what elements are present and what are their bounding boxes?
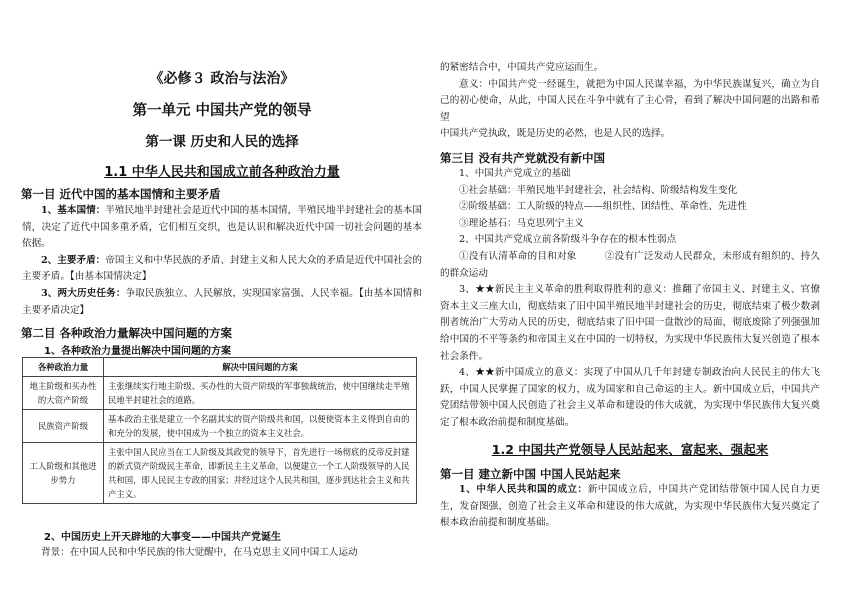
new-china-meaning-lead: 4、★★ bbox=[459, 367, 495, 379]
continued-line: 的紧密结合中，中国共产党应运而生。 bbox=[440, 62, 604, 73]
topic4-body bbox=[440, 482, 820, 532]
background-paragraph bbox=[22, 545, 422, 562]
table-row bbox=[23, 377, 417, 410]
new-china-meaning-text: 新中国成立的意义：实现了中国从几千年封建专制政治向人民民主的伟大飞跃，中国人民掌握了国家的权力，成为国家和自己命运的主人。新中国成立后，中国共产党团结带领中国人民创造了社会主义革命和建设的伟大成就，为实现中华民族伟大复兴奠定了根本政治前提和制度基础。 bbox=[440, 367, 821, 428]
political-forces-table bbox=[22, 357, 417, 504]
revolution-meaning-lead: 3、★★ bbox=[459, 284, 495, 296]
lesson-title: 第一课 历史和人民的选择 bbox=[145, 134, 299, 150]
topic2-sub2: 2、中国历史上开天辟地的大事变——中国共产党诞生 bbox=[44, 532, 281, 543]
revolution-meaning-paragraph bbox=[440, 282, 820, 365]
book-title: 《必修３ 政治与法治》 bbox=[149, 71, 295, 87]
prc-founding-text: 新中国成立后，中国共产党团结带领中国人民自力更生，发奋图强，创造了社会主义革命和建设的伟大成就，为实现中华民族伟大复兴奠定了根本政治前提和制度基础。 bbox=[440, 484, 820, 529]
political-forces-table-wrap bbox=[22, 357, 417, 504]
table-cell-plan: 基本政治主张是建立一个名副其实的资产阶级共和国，以便使资本主义得到自由的和充分的发展，使中国成为一个独立的资本主义社会。 bbox=[104, 410, 417, 443]
foundation-line: 1、中国共产党成立的基础 bbox=[459, 168, 571, 179]
topic3-body bbox=[440, 166, 820, 432]
table-cell-force: 民族资产阶级 bbox=[23, 410, 104, 443]
topic2-heading: 第二目 各种政治力量解决中国问题的方案 bbox=[21, 326, 233, 340]
topic4-heading: 第一目 建立新中国 中国人民站起来 bbox=[440, 467, 621, 481]
main-contradiction-text: 帝国主义和中华民族的矛盾、封建主义和人民大众的矛盾是近代中国社会的主要矛盾。【由基本国情决定】 bbox=[22, 254, 423, 283]
section-title-1-1: 1.1 中华人民共和国成立前各种政治力量 bbox=[104, 165, 340, 180]
table-cell-force: 地主阶级和买办性的大资产阶级 bbox=[23, 377, 104, 410]
table-header-force: 各种政治力量 bbox=[23, 358, 104, 377]
class-foundation-line: ②阶级基础：工人阶级的特点——组织性、团结性、革命性、先进性 bbox=[459, 201, 747, 213]
weakness-items bbox=[440, 249, 820, 282]
historic-tasks-text: 争取民族独立、人民解放，实现国家富强、人民幸福。【由基本国情和主要矛盾决定】 bbox=[22, 287, 422, 316]
theory-foundation-line: ③理论基石：马克思列宁主义 bbox=[459, 217, 584, 229]
basic-situation-text: 半殖民地半封建社会是近代中国的基本国情，半殖民地半封建社会的基本国情，决定了近代中国多重矛盾，它们相互交织，也是认识和解决近代中国一切社会问题的基本依据。 bbox=[22, 205, 423, 250]
weakness-item-2: ②没有广泛发动人民群众，未形成有组织的、持久的群众运动 bbox=[440, 250, 821, 279]
choice-line: 中国共产党执政，既是历史的必然，也是人民的选择。 bbox=[440, 128, 671, 140]
table-row bbox=[23, 443, 417, 504]
basic-situation-paragraph bbox=[22, 203, 422, 253]
topic1-heading: 第一目 近代中国的基本国情和主要矛盾 bbox=[21, 187, 221, 201]
table-cell-plan: 主张中国人民应当在工人阶级及其政党的领导下，首先进行一场彻底的反帝反封建的新式资产阶级民主革命，即新民主主义革命，以便建立一个工人阶级领导的人民共和国，即人民民主专政的国家；并经过这个人民共和国，逐步到达社会主义和共产主义。 bbox=[104, 443, 417, 504]
background-lead: 背景： bbox=[41, 547, 70, 558]
background-paragraph-wrap bbox=[22, 545, 422, 562]
party-birth-continued bbox=[440, 60, 820, 143]
weakness-item-1: ①没有认清革命的目和对象 bbox=[459, 250, 577, 262]
table-cell-plan: 主张继续实行地主阶级、买办性的大资产阶级的军事独裁统治，使中国继续走半殖民地半封建社会的道路。 bbox=[104, 377, 417, 410]
unit-title: 第一单元 中国共产党的领导 bbox=[132, 103, 312, 119]
weakness-line: 2、中国共产党成立前各阶级斗争存在的根本性弱点 bbox=[459, 234, 677, 246]
historic-tasks-paragraph bbox=[22, 286, 422, 319]
prc-founding-lead: 1、中华人民共和国的成立： bbox=[459, 484, 588, 495]
revolution-meaning-text: 新民主主义革命的胜利取得胜利的意义：推翻了帝国主义、封建主义、官僚资本主义三座大山，彻底结束了旧中国半殖民地半封建社会的历史，彻底结束了极少数剥削者统治广大劳动人民的历史，彻底结束了旧中国一盘散沙的局面，彻底废除了列强强加给中国的不平等条约和帝国主义在中国的一切特权，为实现中华民族伟大复兴创造了根本社会条件。 bbox=[440, 284, 821, 362]
historic-tasks-lead: 3、两大历史任务： bbox=[41, 287, 126, 299]
topic3-heading: 第三目 没有共产党就没有新中国 bbox=[440, 151, 606, 165]
basic-situation-lead: 1、基本国情： bbox=[41, 205, 106, 216]
topic2-sub1: 1、各种政治力量提出解决中国问题的方案 bbox=[44, 346, 231, 357]
meaning-paragraph: 意义：中国共产党一经诞生，就把为中国人民谋幸福，为中华民族谋复兴，确立为自己的初心使命，从此，中国人民在斗争中就有了主心骨，看到了解决中国问题的出路和希望 bbox=[440, 78, 820, 123]
main-contradiction-lead: 2、主要矛盾： bbox=[41, 254, 106, 266]
prc-founding-paragraph bbox=[440, 482, 820, 532]
section-title-1-2: 1.2 中国共产党领导人民站起来、富起来、强起来 bbox=[491, 442, 769, 457]
table-header-plan: 解决中国问题的方案 bbox=[104, 358, 417, 377]
table-row bbox=[23, 410, 417, 443]
main-contradiction-paragraph bbox=[22, 253, 422, 286]
new-china-meaning-paragraph bbox=[440, 365, 820, 431]
table-cell-force: 工人阶级和其他进步势力 bbox=[23, 443, 104, 504]
social-foundation-line: ①社会基础：半殖民地半封建社会，社会结构、阶级结构发生变化 bbox=[459, 184, 738, 196]
topic1-body bbox=[22, 203, 422, 319]
background-text: 在中国人民和中华民族的伟大觉醒中，在马克思主义同中国工人运动 bbox=[69, 547, 358, 558]
